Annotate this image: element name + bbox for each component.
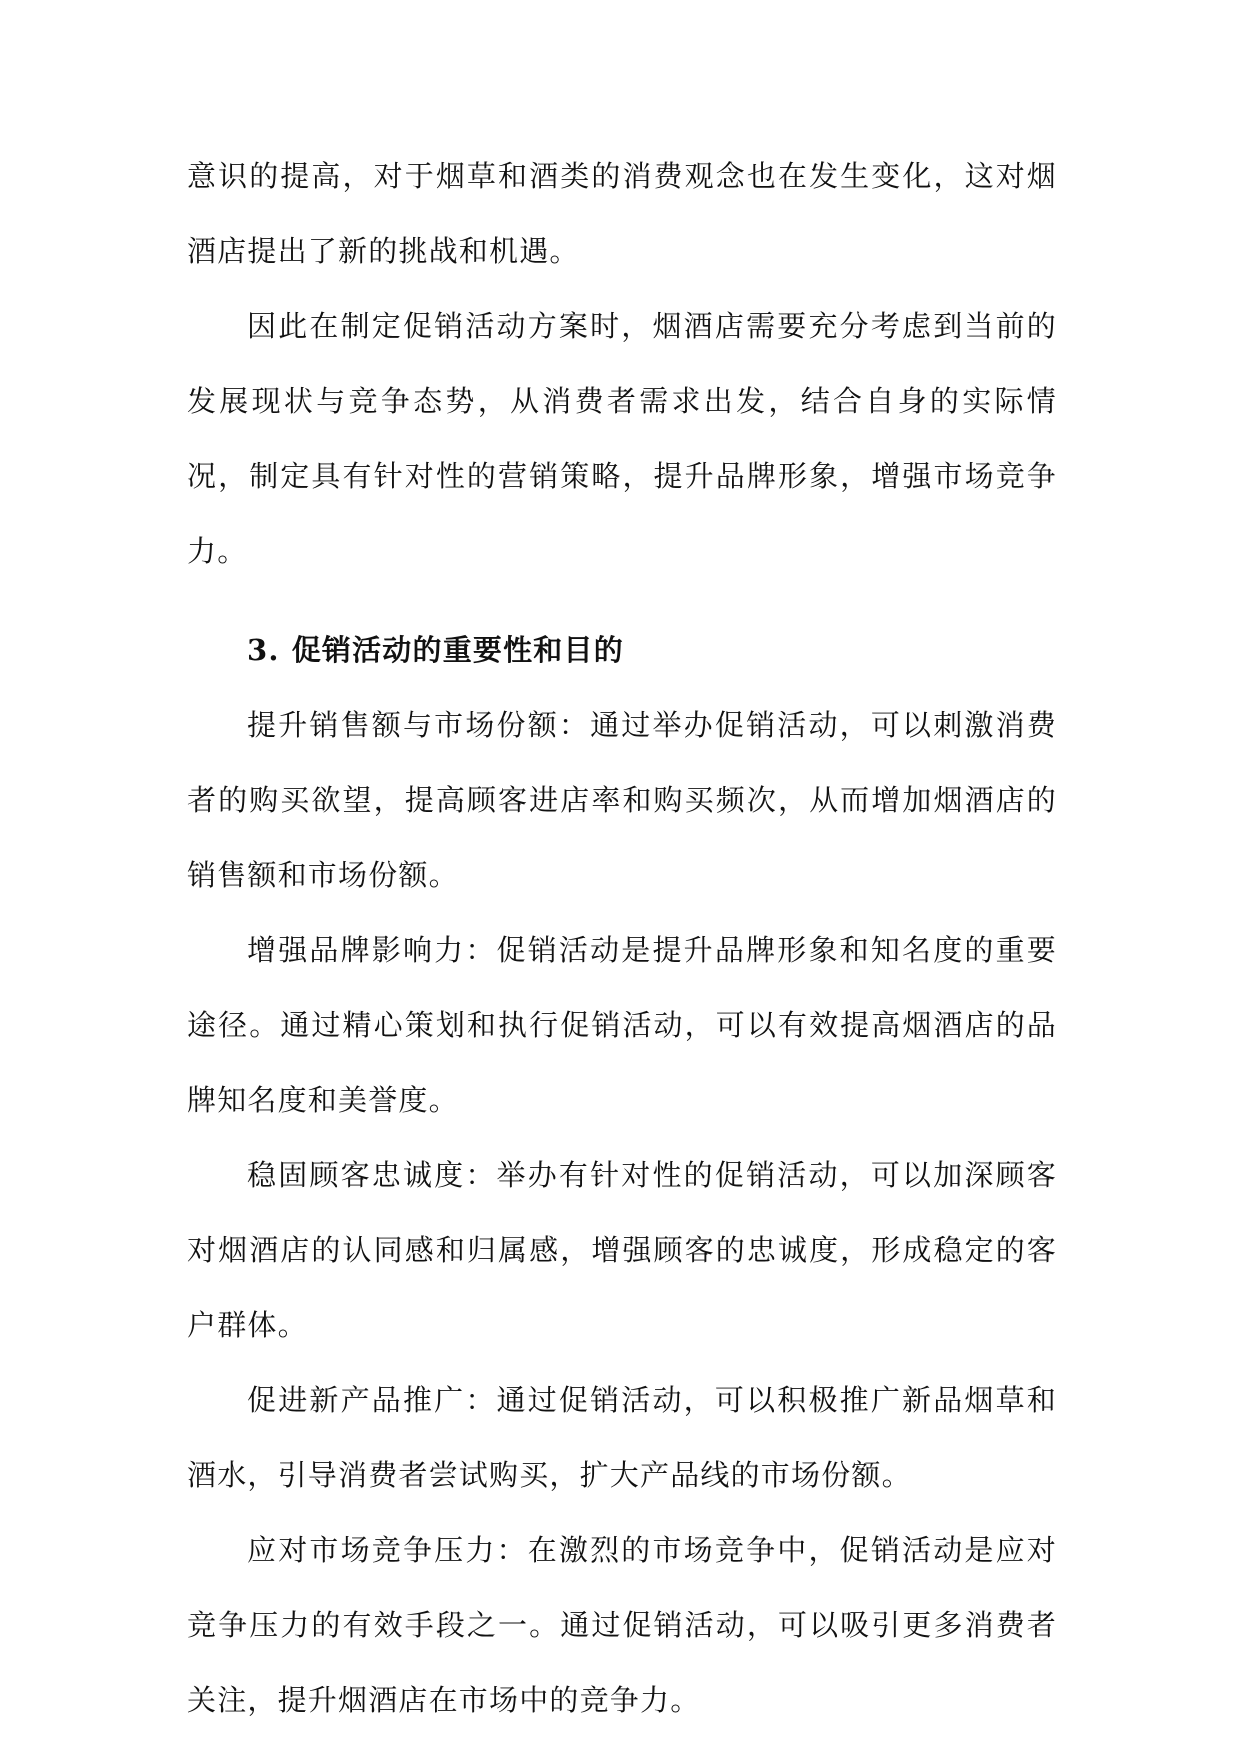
paragraph-customer-loyalty: 稳固顾客忠诚度：举办有针对性的促销活动，可以加深顾客对烟酒店的认同感和归属感，增强顾客的忠诚度，形成稳定的客户群体。 bbox=[187, 1158, 1057, 1342]
paragraph-brand-influence: 增强品牌影响力：促销活动是提升品牌形象和知名度的重要途径。通过精心策划和执行促销活动，可以有效提高烟酒店的品牌知名度和美誉度。 bbox=[187, 933, 1057, 1117]
paragraph-competition: 应对市场竞争压力：在激烈的市场竞争中，促销活动是应对竞争压力的有效手段之一。通过促销活动，可以吸引更多消费者关注，提升烟酒店在市场中的竞争力。 bbox=[187, 1533, 1057, 1717]
section-number: 3. bbox=[247, 633, 280, 667]
paragraph: 因此在制定促销活动方案时，烟酒店需要充分考虑到当前的发展现状与竞争态势，从消费者需求出发，结合自身的实际情况，制定具有针对性的营销策略，提升品牌形象，增强市场竞争力。 bbox=[187, 309, 1057, 568]
paragraph-sales-share: 提升销售额与市场份额：通过举办促销活动，可以刺激消费者的购买欲望，提高顾客进店率和购买频次，从而增加烟酒店的销售额和市场份额。 bbox=[187, 708, 1057, 892]
section-heading bbox=[187, 613, 1057, 688]
document-body bbox=[187, 139, 1057, 1738]
paragraph-continuation: 意识的提高，对于烟草和酒类的消费观念也在发生变化，这对烟酒店提出了新的挑战和机遇。 bbox=[187, 159, 1057, 268]
paragraph-new-product: 促进新产品推广：通过促销活动，可以积极推广新品烟草和酒水，引导消费者尝试购买，扩大产品线的市场份额。 bbox=[187, 1383, 1057, 1492]
section-title: 促销活动的重要性和目的 bbox=[291, 633, 624, 667]
